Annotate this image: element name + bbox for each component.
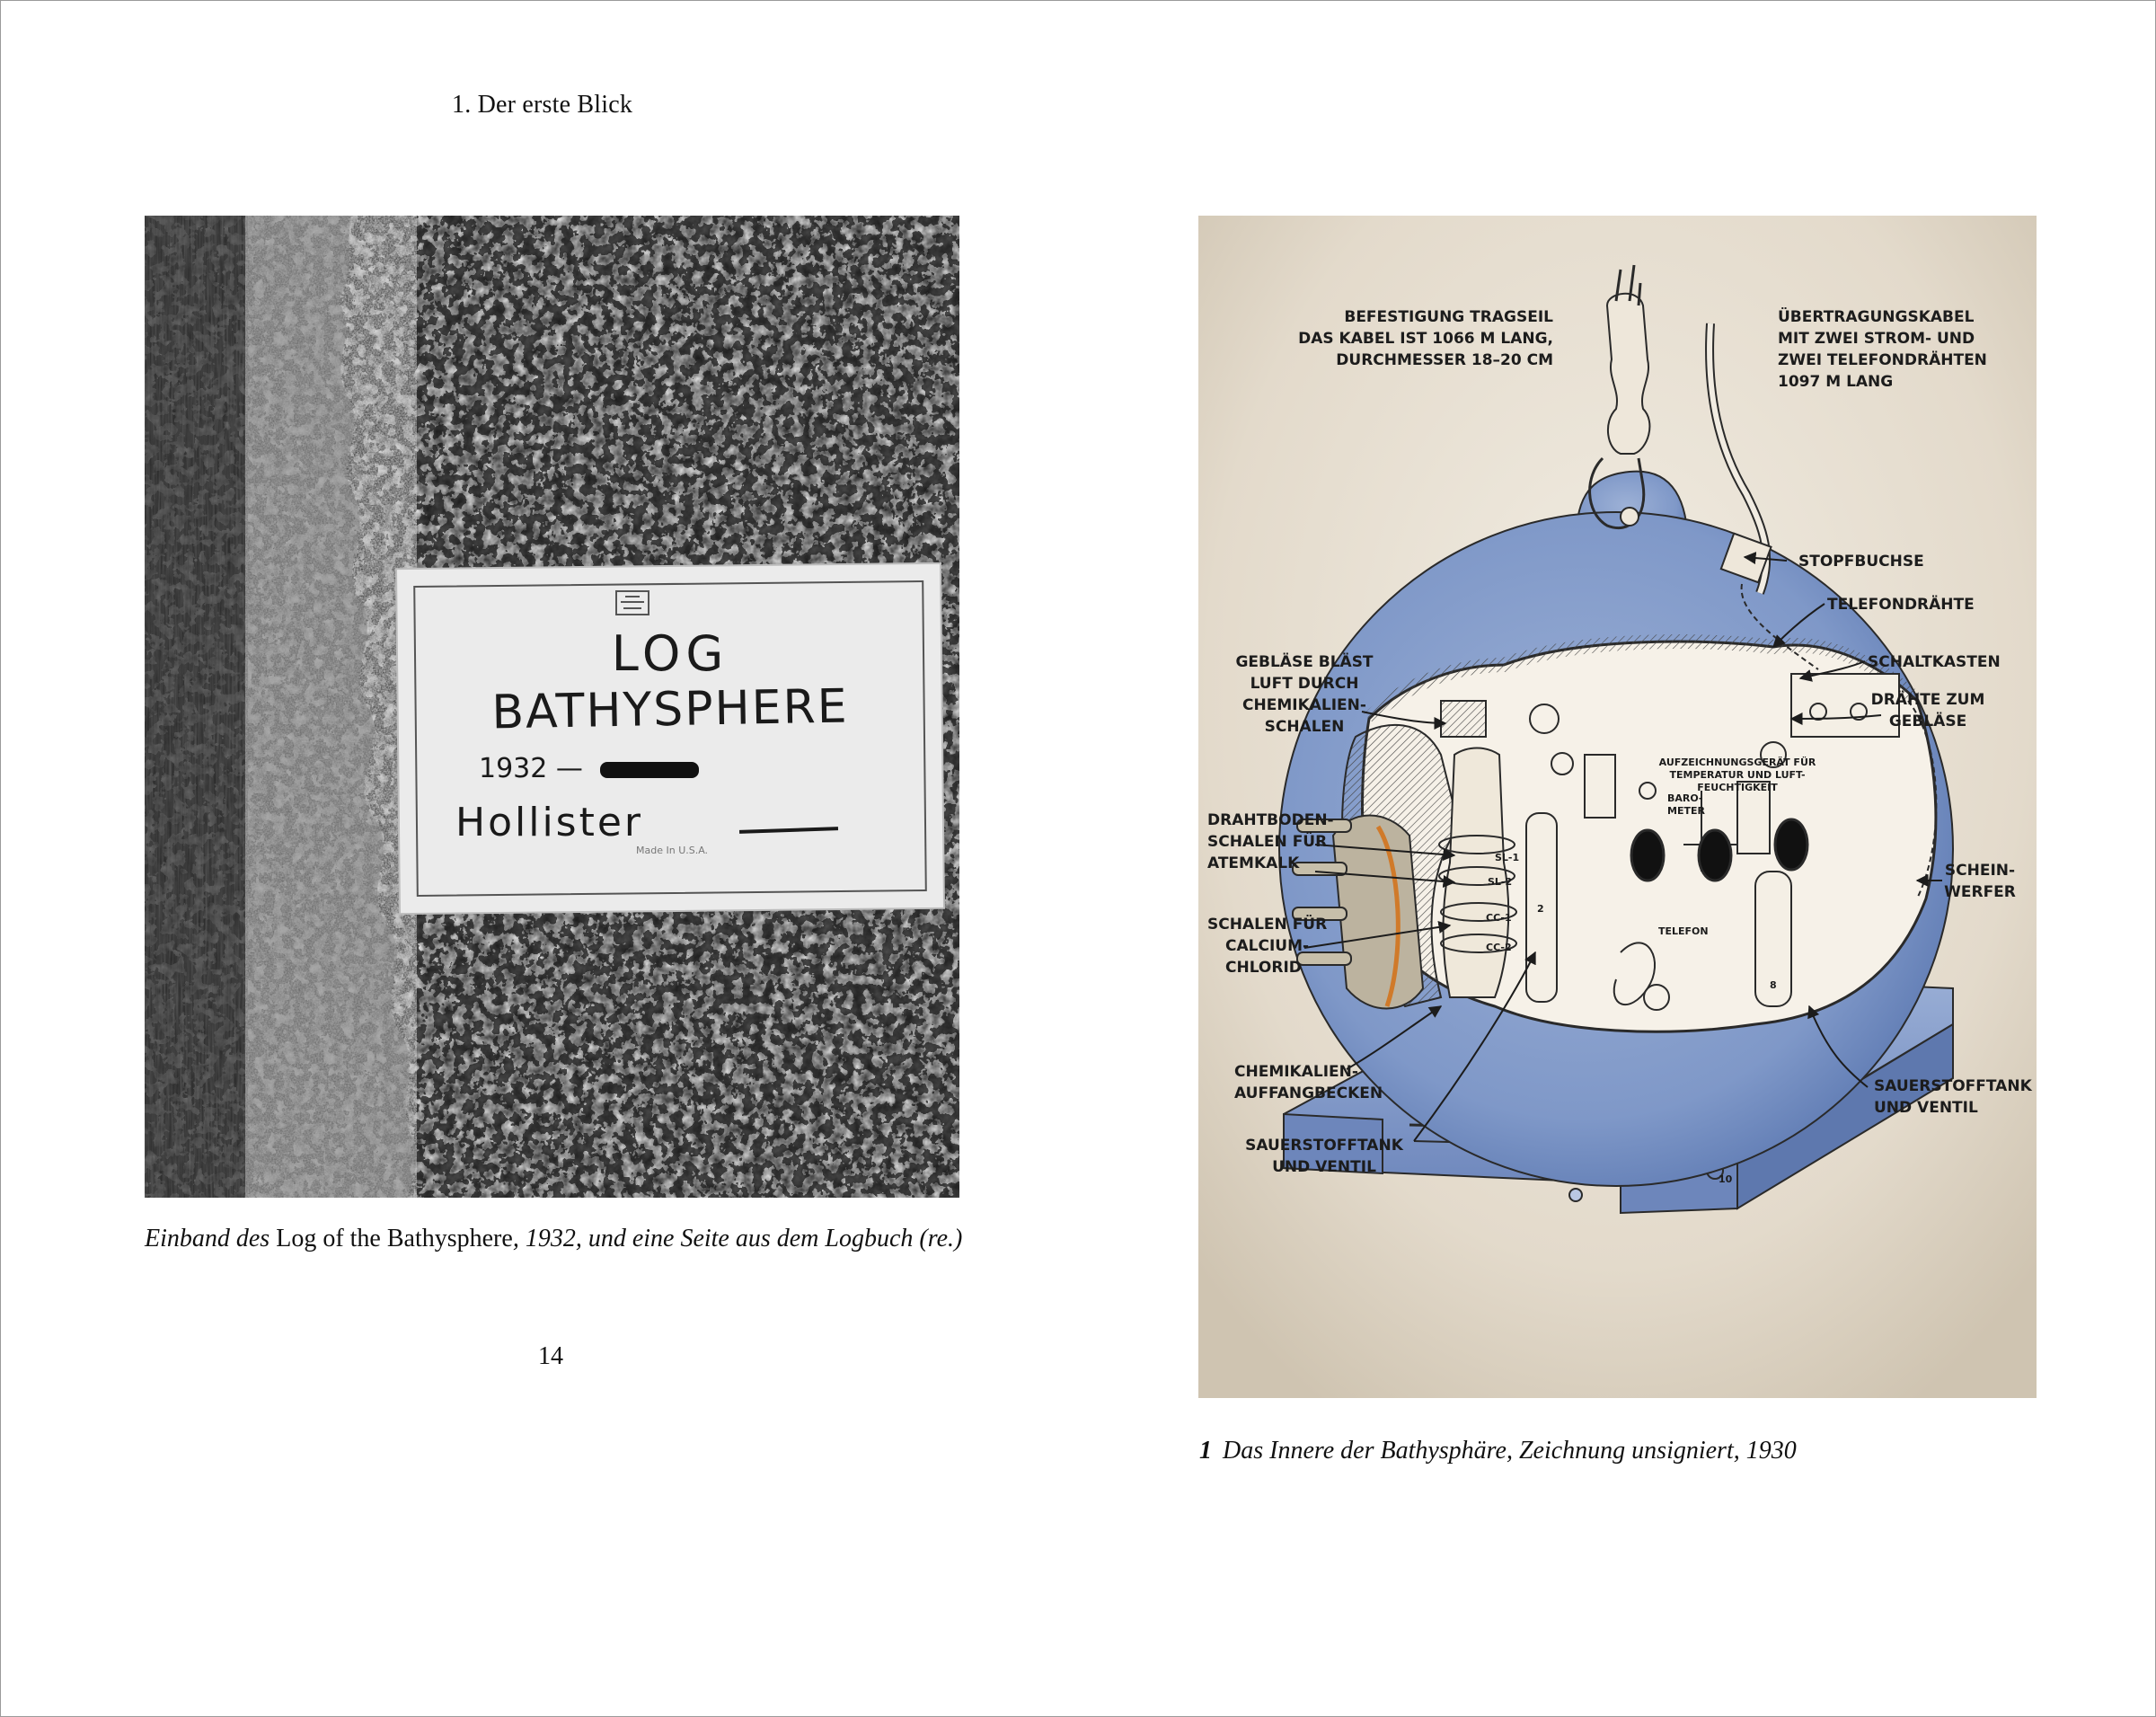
- tray-label-cc1: CC-1: [1486, 912, 1512, 924]
- label-telefon: TELEFON: [1658, 925, 1709, 937]
- label-telefondraehte: TELEFONDRÄHTE: [1827, 596, 1975, 614]
- label-calcium-line3: CHLORID: [1225, 959, 1302, 977]
- label-aufzeichnung-line2: TEMPERATUR UND LUFT-: [1669, 769, 1806, 781]
- label-sauerstoff-right-line1: SAUERSTOFFTANK: [1874, 1077, 2032, 1095]
- right-figure-caption: [1199, 1437, 1797, 1465]
- cover-label-log: LOG: [611, 625, 729, 682]
- label-aufzeichnung-line3: FEUCHTIGKEIT: [1697, 782, 1778, 793]
- label-draehte-line2: GEBLÄSE: [1888, 712, 1967, 730]
- figure-number: 1: [1199, 1437, 1212, 1465]
- cover-label: [398, 557, 942, 916]
- tray-label-cc2: CC-2: [1486, 942, 1512, 953]
- cover-label-made-in: Made In U.S.A.: [636, 845, 709, 856]
- label-geblaese-line2: LUFT DURCH: [1250, 675, 1359, 693]
- bathysphere-illustration: [1198, 216, 2037, 1398]
- label-draehte-line1: DRÄHTE ZUM: [1870, 691, 1985, 709]
- notebook-cover-photo: [145, 216, 959, 1198]
- left-caption-title: Log of the Bathysphere: [276, 1225, 513, 1252]
- label-geblaese-line1: GEBLÄSE BLÄST: [1235, 653, 1374, 671]
- cover-label-redaction: [600, 762, 699, 778]
- cover-label-name: Hollister: [455, 800, 644, 845]
- label-geblaese-line4: SCHALEN: [1264, 718, 1345, 736]
- page-number: 14: [538, 1342, 563, 1370]
- label-auffang-line2: AUFFANGBECKEN: [1234, 1084, 1383, 1102]
- label-kabel-line1: ÜBERTRAGUNGSKABEL: [1778, 308, 1975, 326]
- label-calcium-line2: CALCIUM-: [1225, 937, 1310, 955]
- label-barometer: [1667, 792, 1705, 817]
- left-caption-part1: Einband des: [145, 1225, 277, 1252]
- label-kabel-line4: 1097 M LANG: [1778, 373, 1894, 391]
- label-tragseil-line3: DURCHMESSER 18–20 CM: [1336, 351, 1553, 369]
- bathysphere-cutaway-drawing: [1198, 216, 2037, 1398]
- cover-label-year-text: 1932 —: [479, 753, 583, 784]
- label-geblaese-line3: CHEMIKALIEN-: [1242, 696, 1366, 714]
- label-auffang-line1: CHEMIKALIEN-: [1234, 1063, 1358, 1081]
- label-drahtboden-line2: SCHALEN FÜR: [1207, 833, 1328, 851]
- tank-number-2: 2: [1537, 903, 1544, 915]
- label-tragseil-line1: BEFESTIGUNG TRAGSEIL: [1344, 308, 1553, 326]
- label-kabel-line2: MIT ZWEI STROM- UND: [1778, 330, 1975, 348]
- tank-number-8: 8: [1770, 979, 1777, 991]
- label-schaltkasten: SCHALTKASTEN: [1868, 653, 2001, 671]
- right-caption-text: Das Innere der Bathysphäre, Zeichnung unsigniert, 1930: [1223, 1437, 1797, 1465]
- cover-label-flourish: [739, 827, 838, 834]
- running-head: 1. Der erste Blick: [452, 91, 633, 119]
- label-aufzeichnung-line1: AUFZEICHNUNGSGERÄT FÜR: [1658, 757, 1816, 768]
- label-sauerstoff-left-line1: SAUERSTOFFTANK: [1245, 1137, 1403, 1155]
- left-figure-caption: [145, 1225, 962, 1253]
- label-sauerstoff-right-line2: UND VENTIL: [1874, 1099, 1978, 1117]
- label-scheinwerfer-line1: SCHEIN-: [1944, 862, 2016, 880]
- label-sauerstoff-left-line2: UND VENTIL: [1272, 1158, 1376, 1176]
- label-scheinwerfer-line2: WERFER: [1944, 883, 2016, 901]
- cover-label-year: [479, 753, 699, 784]
- cover-label-bathysphere: BATHYSPHERE: [490, 679, 850, 740]
- label-drahtboden-line1: DRAHTBODEN-: [1207, 811, 1334, 829]
- label-tragseil-line2: DAS KABEL IST 1066 M LANG,: [1298, 330, 1553, 348]
- label-calcium-line1: SCHALEN FÜR: [1207, 916, 1328, 934]
- label-barometer-line1: BARO-: [1667, 792, 1703, 804]
- base-mark: 10: [1719, 1173, 1733, 1185]
- label-stopfbuchse: STOPFBUCHSE: [1798, 553, 1924, 571]
- left-caption-part3: , 1932, und eine Seite aus dem Logbuch (re.): [512, 1225, 963, 1252]
- label-kabel-line3: ZWEI TELEFONDRÄHTEN: [1778, 351, 1987, 369]
- label-barometer-line2: METER: [1667, 805, 1705, 817]
- label-drahtboden-line3: ATEMKALK: [1207, 854, 1300, 872]
- tray-label-sl2: SL-2: [1488, 876, 1513, 888]
- tray-label-sl1: SL-1: [1495, 852, 1520, 863]
